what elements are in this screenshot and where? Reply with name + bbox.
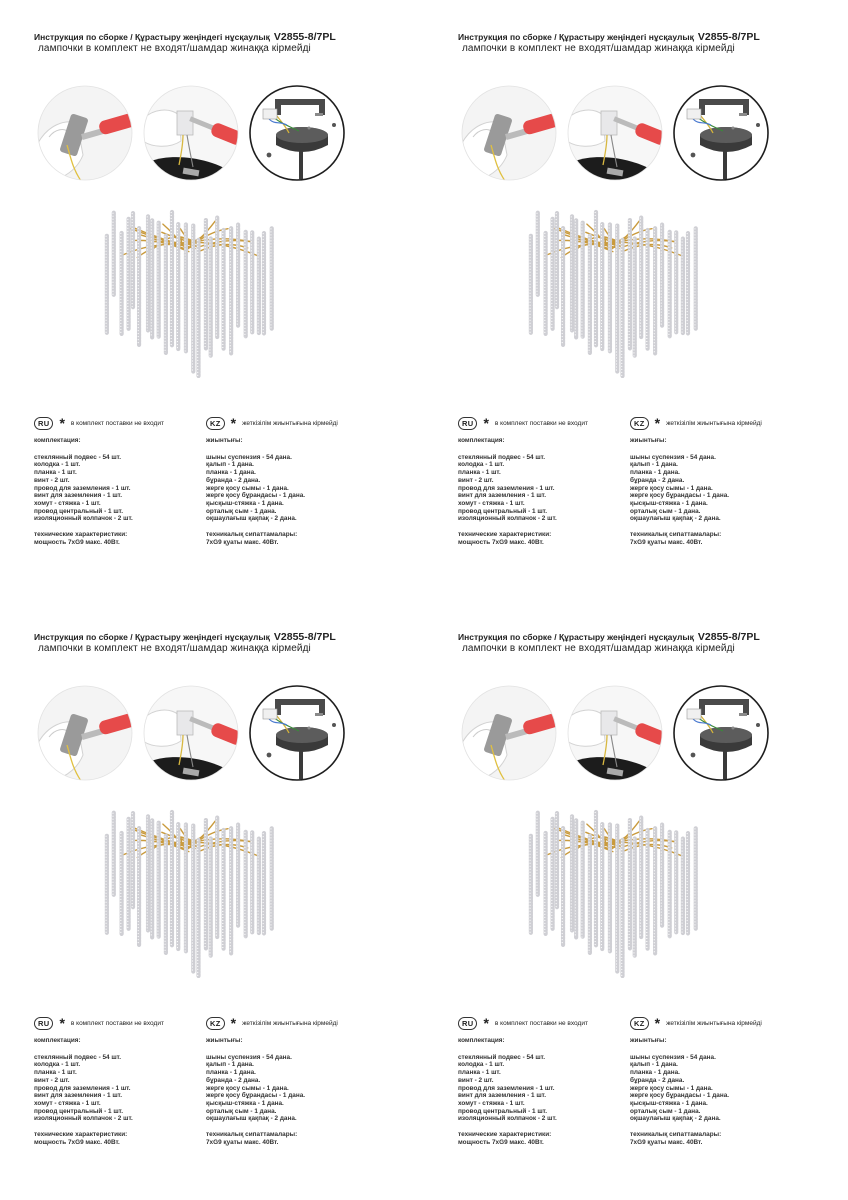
instruction-sheet: [424, 0, 848, 600]
kit-item: провод для заземления - 1 шт.: [34, 484, 131, 492]
tech-title: техникалық сипаттамалары:: [206, 1131, 298, 1139]
instruction-sheet: [424, 600, 848, 1200]
kit-list: [458, 454, 638, 523]
wiring-step-photo-1: [37, 685, 133, 781]
sheet-title: Инструкция по сборке / Құрастыру жеңіндегі нұсқаулық V2855-8/7PL: [34, 31, 336, 43]
model-number: V2855-8/7PL: [697, 631, 760, 643]
wiring-step-photo-1: [37, 85, 133, 181]
kit-item: шыны суспензия - 54 дана.: [206, 1053, 292, 1061]
kit-title: жиынтығы:: [206, 437, 243, 444]
kit-item: колодка - 1 шт.: [458, 1061, 505, 1069]
wiring-step-photo-2: [143, 85, 239, 181]
kit-item: стеклянный подвес - 54 шт.: [34, 1053, 122, 1061]
kit-item: колодка - 1 шт.: [34, 461, 81, 469]
model-number: V2855-8/7PL: [273, 31, 336, 43]
tech-value: 7хG9 қуаты макс. 40Вт.: [630, 1138, 703, 1146]
wiring-step-photo-1: [461, 85, 557, 181]
asterisk-icon: *: [654, 1015, 661, 1031]
kit-item: планка - 1 дана.: [630, 1069, 680, 1077]
sheet-title: Инструкция по сборке / Құрастыру жеңіндегі нұсқаулық V2855-8/7PL: [458, 31, 760, 43]
kz-spec-column: [206, 1037, 386, 1146]
asterisk-icon: *: [654, 415, 661, 431]
kit-item: жерге қосу сымы - 1 дана.: [206, 1084, 289, 1092]
kit-list: [458, 1054, 638, 1123]
mounting-diagram: [673, 85, 769, 181]
kit-item: орталық сым - 1 дана.: [630, 1107, 701, 1115]
kit-item: оқшаулағыш қақпақ - 2 дана.: [630, 1115, 721, 1123]
sheet-title: Инструкция по сборке / Құрастыру жеңіндегі нұсқаулық V2855-8/7PL: [34, 631, 336, 643]
kit-item: хомут - стяжка - 1 шт.: [458, 499, 525, 507]
kit-item: бұранда - 2 дана.: [630, 476, 685, 484]
wiring-step-photo-2: [143, 685, 239, 781]
kit-list: [206, 454, 386, 523]
sheet-title: Инструкция по сборке / Құрастыру жеңіндегі нұсқаулық V2855-8/7PL: [458, 631, 760, 643]
wiring-step-photo-2: [567, 85, 663, 181]
kit-item: планка - 1 дана.: [206, 469, 256, 477]
kit-item: стеклянный подвес - 54 шт.: [34, 453, 122, 461]
kit-item: колодка - 1 шт.: [34, 1061, 81, 1069]
kit-item: орталық сым - 1 дана.: [630, 507, 701, 515]
tech-title: технические характеристики:: [458, 531, 552, 539]
kit-item: винт для заземления - 1 шт.: [34, 492, 122, 500]
kit-title: комплектация:: [34, 437, 81, 444]
ru-spec-column: [34, 437, 214, 546]
kit-item: винт для заземления - 1 шт.: [458, 492, 546, 500]
instruction-sheet: [0, 0, 424, 600]
chandelier-image: [524, 200, 704, 378]
kit-item: хомут - стяжка - 1 шт.: [458, 1099, 525, 1107]
not-included-note: в комплект поставки не входит: [70, 1019, 164, 1027]
bulbs-note: лампочки в комплект не входят/шамдар жинаққа кірмейді: [38, 643, 311, 654]
kit-item: планка - 1 дана.: [206, 1069, 256, 1077]
kit-item: винт - 2 шт.: [458, 1076, 494, 1084]
ru-flag-icon: RU: [458, 1017, 477, 1030]
ru-flag-icon: RU: [34, 1017, 53, 1030]
kit-list: [630, 1054, 810, 1123]
kit-item: жерге қосу бұрандасы - 1 дана.: [630, 1092, 730, 1100]
not-included-note: в комплект поставки не входит: [494, 419, 588, 427]
not-included-note: жеткізілім жиынтығына кірмейді: [242, 1019, 338, 1027]
ru-flag-icon: RU: [458, 417, 477, 430]
kz-flag-icon: KZ: [206, 1017, 225, 1030]
tech-value: 7хG9 қуаты макс. 40Вт.: [206, 1138, 279, 1146]
kit-item: қысқыш-стяжка - 1 дана.: [206, 499, 284, 507]
tech-value: мощность 7хG9 макс. 40Вт.: [458, 538, 544, 546]
kit-item: изоляционный колпачок - 2 шт.: [34, 1115, 133, 1123]
kit-item: планка - 1 шт.: [34, 469, 77, 477]
asterisk-icon: *: [483, 1015, 489, 1031]
kit-item: хомут - стяжка - 1 шт.: [34, 499, 101, 507]
ru-spec-column: [458, 1037, 638, 1146]
kz-flag-icon: KZ: [206, 417, 225, 430]
kit-item: қалып - 1 дана.: [206, 461, 254, 469]
kit-item: стеклянный подвес - 54 шт.: [458, 1053, 546, 1061]
tech-title: техникалық сипаттамалары:: [630, 1131, 722, 1139]
kit-item: оқшаулағыш қақпақ - 2 дана.: [206, 1115, 297, 1123]
tech-value: 7хG9 қуаты макс. 40Вт.: [206, 538, 279, 546]
asterisk-icon: *: [483, 415, 489, 431]
not-included-note: жеткізілім жиынтығына кірмейді: [666, 419, 762, 427]
kit-item: жерге қосу бұрандасы - 1 дана.: [206, 492, 306, 500]
kit-item: планка - 1 дана.: [630, 469, 680, 477]
tech-title: технические характеристики:: [34, 1131, 128, 1139]
kit-item: орталық сым - 1 дана.: [206, 507, 277, 515]
ru-flag-icon: RU: [34, 417, 53, 430]
kit-item: орталық сым - 1 дана.: [206, 1107, 277, 1115]
kit-item: қысқыш-стяжка - 1 дана.: [630, 1099, 708, 1107]
not-included-note: жеткізілім жиынтығына кірмейді: [242, 419, 338, 427]
kit-title: жиынтығы:: [630, 437, 667, 444]
kit-item: қысқыш-стяжка - 1 дана.: [630, 499, 708, 507]
kit-item: жерге қосу сымы - 1 дана.: [630, 1084, 713, 1092]
tech-value: мощность 7хG9 макс. 40Вт.: [34, 1138, 120, 1146]
kit-list: [34, 454, 214, 523]
model-number: V2855-8/7PL: [697, 31, 760, 43]
kit-list: [34, 1054, 214, 1123]
kit-item: планка - 1 шт.: [458, 1069, 501, 1077]
chandelier-image: [100, 200, 280, 378]
kit-item: провод для заземления - 1 шт.: [458, 484, 555, 492]
instruction-sheet: [0, 600, 424, 1200]
kit-title: комплектация:: [34, 1037, 81, 1044]
kit-item: жерге қосу сымы - 1 дана.: [206, 484, 289, 492]
kit-item: провод для заземления - 1 шт.: [458, 1084, 555, 1092]
asterisk-icon: *: [230, 1015, 237, 1031]
kit-title: жиынтығы:: [630, 1037, 667, 1044]
kit-item: қысқыш-стяжка - 1 дана.: [206, 1099, 284, 1107]
kit-item: шыны суспензия - 54 дана.: [630, 1053, 716, 1061]
kit-title: жиынтығы:: [206, 1037, 243, 1044]
kit-item: изоляционный колпачок - 2 шт.: [34, 515, 133, 523]
model-number: V2855-8/7PL: [273, 631, 336, 643]
wiring-step-photo-2: [567, 685, 663, 781]
tech-title: технические характеристики:: [458, 1131, 552, 1139]
kz-spec-column: [206, 437, 386, 546]
kz-flag-icon: KZ: [630, 1017, 649, 1030]
kit-item: провод центральный - 1 шт.: [458, 1107, 548, 1115]
kit-item: шыны суспензия - 54 дана.: [206, 453, 292, 461]
kit-item: бұранда - 2 дана.: [206, 1076, 261, 1084]
chandelier-image: [100, 800, 280, 978]
kz-flag-icon: KZ: [630, 417, 649, 430]
tech-title: технические характеристики:: [34, 531, 128, 539]
kit-item: провод центральный - 1 шт.: [34, 1107, 124, 1115]
kit-item: оқшаулағыш қақпақ - 2 дана.: [630, 515, 721, 523]
not-included-note: в комплект поставки не входит: [70, 419, 164, 427]
asterisk-icon: *: [230, 415, 237, 431]
kit-item: қалып - 1 дана.: [630, 461, 678, 469]
kit-item: винт для заземления - 1 шт.: [34, 1092, 122, 1100]
kit-item: винт - 2 шт.: [34, 1076, 70, 1084]
kit-item: бұранда - 2 дана.: [630, 1076, 685, 1084]
kit-item: қалып - 1 дана.: [630, 1061, 678, 1069]
mounting-diagram: [249, 85, 345, 181]
kit-item: шыны суспензия - 54 дана.: [630, 453, 716, 461]
tech-value: мощность 7хG9 макс. 40Вт.: [34, 538, 120, 546]
kit-item: жерге қосу бұрандасы - 1 дана.: [206, 1092, 306, 1100]
kit-item: стеклянный подвес - 54 шт.: [458, 453, 546, 461]
kit-item: колодка - 1 шт.: [458, 461, 505, 469]
kit-item: оқшаулағыш қақпақ - 2 дана.: [206, 515, 297, 523]
kit-item: изоляционный колпачок - 2 шт.: [458, 515, 557, 523]
mounting-diagram: [249, 685, 345, 781]
ru-spec-column: [458, 437, 638, 546]
kit-list: [206, 1054, 386, 1123]
asterisk-icon: *: [59, 1015, 65, 1031]
kit-item: провод для заземления - 1 шт.: [34, 1084, 131, 1092]
kit-item: винт - 2 шт.: [34, 476, 70, 484]
asterisk-icon: *: [59, 415, 65, 431]
kit-item: жерге қосу сымы - 1 дана.: [630, 484, 713, 492]
kit-title: комплектация:: [458, 437, 505, 444]
tech-value: 7хG9 қуаты макс. 40Вт.: [630, 538, 703, 546]
tech-title: техникалық сипаттамалары:: [206, 531, 298, 539]
kit-title: комплектация:: [458, 1037, 505, 1044]
chandelier-image: [524, 800, 704, 978]
tech-title: техникалық сипаттамалары:: [630, 531, 722, 539]
kit-item: винт для заземления - 1 шт.: [458, 1092, 546, 1100]
tech-value: мощность 7хG9 макс. 40Вт.: [458, 1138, 544, 1146]
bulbs-note: лампочки в комплект не входят/шамдар жинаққа кірмейді: [462, 643, 735, 654]
kit-item: қалып - 1 дана.: [206, 1061, 254, 1069]
mounting-diagram: [673, 685, 769, 781]
kit-item: изоляционный колпачок - 2 шт.: [458, 1115, 557, 1123]
kit-item: хомут - стяжка - 1 шт.: [34, 1099, 101, 1107]
kit-item: бұранда - 2 дана.: [206, 476, 261, 484]
wiring-step-photo-1: [461, 685, 557, 781]
bulbs-note: лампочки в комплект не входят/шамдар жинаққа кірмейді: [462, 43, 735, 54]
kit-item: провод центральный - 1 шт.: [458, 507, 548, 515]
ru-spec-column: [34, 1037, 214, 1146]
kit-item: планка - 1 шт.: [458, 469, 501, 477]
kit-item: планка - 1 шт.: [34, 1069, 77, 1077]
kit-list: [630, 454, 810, 523]
not-included-note: жеткізілім жиынтығына кірмейді: [666, 1019, 762, 1027]
kit-item: провод центральный - 1 шт.: [34, 507, 124, 515]
kz-spec-column: [630, 1037, 810, 1146]
kit-item: винт - 2 шт.: [458, 476, 494, 484]
kz-spec-column: [630, 437, 810, 546]
kit-item: жерге қосу бұрандасы - 1 дана.: [630, 492, 730, 500]
bulbs-note: лампочки в комплект не входят/шамдар жинаққа кірмейді: [38, 43, 311, 54]
not-included-note: в комплект поставки не входит: [494, 1019, 588, 1027]
